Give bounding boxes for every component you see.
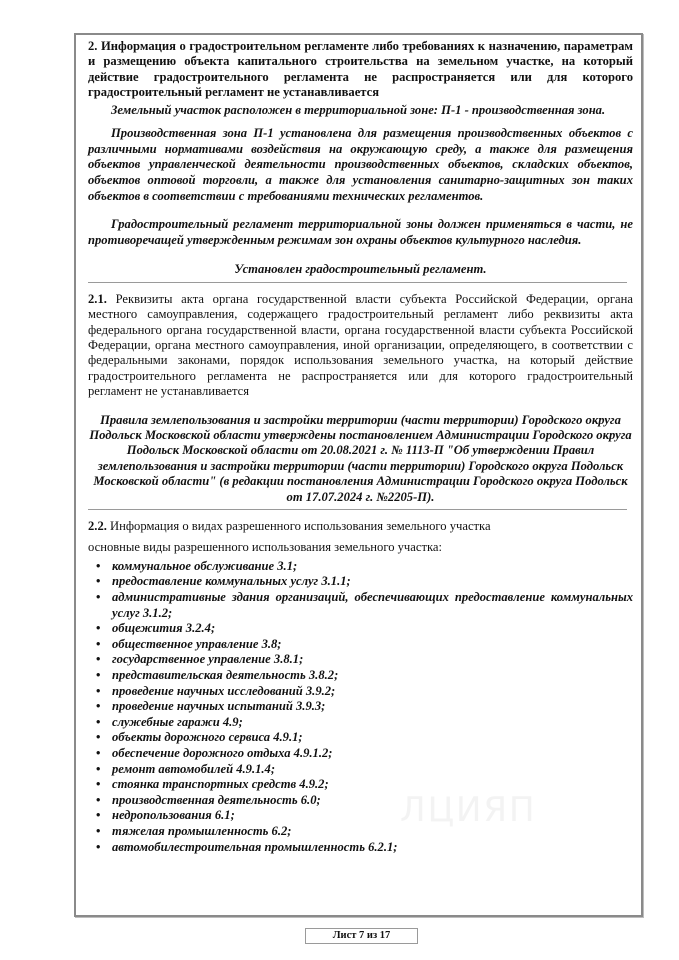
act-details: Правила землепользования и застройки территории (части территории) Городского округа Подольск Московской области утверждены постановлением Администрации Городского округа Подольск Московской области от 20.08.2021 г. № 1113-П "Об утверждении Правил землепользования и застройки территории (части территории) Городского округа Подольск Московской области" (в редакции постановления Администрации Городского округа Подольск от 17.07.2024 г. №2205-П).	[89, 412, 632, 504]
list-item: • стоянка транспортных средств 4.9.2;	[96, 777, 329, 792]
zone-statement: Земельный участок расположен в территориальной зоне: П-1 - производственная зона.	[111, 102, 606, 117]
bullet-icon: •	[96, 823, 101, 838]
list-item: • административные здания организаций, обеспечивающих предоставление коммунальных услуг 3.1.2;	[96, 590, 633, 620]
list-item: • ремонт автомобилей 4.9.1.4;	[96, 761, 276, 776]
bullet-icon: •	[96, 574, 101, 589]
section-2-1-number: 2.1.	[88, 291, 107, 306]
page-number-label: Лист 7 из 17	[305, 928, 418, 944]
list-item: • тяжелая промышленность 6.2;	[96, 823, 292, 838]
bullet-icon: •	[96, 714, 101, 729]
bullet-icon: •	[96, 558, 101, 573]
bullet-icon: •	[96, 808, 101, 823]
document-frame	[74, 33, 643, 917]
list-item: • автомобилестроительная промышленность 6.2.1;	[96, 839, 398, 854]
divider-1	[88, 282, 627, 283]
bullet-icon: •	[96, 652, 101, 667]
list-item: • коммунальное обслуживание 3.1;	[96, 558, 298, 573]
section-2-heading: 2. Информация о градостроительном регламенте либо требованиях к назначению, параметрам и размещению объекта капитального строительства на земельном участке, на который действие градостроительного регламента не распространяется или для которого градостроительный регламент не устанавливается	[88, 39, 633, 100]
bullet-icon: •	[96, 777, 101, 792]
bullet-icon: •	[96, 668, 101, 683]
bullet-icon: •	[96, 839, 101, 854]
list-item: • проведение научных испытаний 3.9.3;	[96, 699, 326, 714]
section-2-2-text: Информация о видах разрешенного использования земельного участка	[110, 519, 491, 534]
list-item: • служебные гаражи 4.9;	[96, 714, 243, 729]
section-2-2-paragraph	[88, 519, 633, 534]
main-uses-label: основные виды разрешенного использования земельного участка:	[88, 540, 442, 555]
main-uses-list	[88, 559, 633, 855]
divider-2	[88, 509, 627, 510]
cultural-heritage-note: Градостроительный регламент территориальной зоны должен применяться в части, не противоречащей утвержденным режимам зон охраны объектов культурного наследия.	[88, 217, 633, 247]
section-2-2-number: 2.2.	[88, 519, 107, 534]
bullet-icon: •	[96, 699, 101, 714]
list-item: • производственная деятельность 6.0;	[96, 792, 321, 807]
bullet-icon: •	[96, 636, 101, 651]
list-item: • представительская деятельность 3.8.2;	[96, 668, 339, 683]
bullet-icon: •	[96, 683, 101, 698]
section-2-1-paragraph	[88, 292, 633, 400]
bullet-icon: •	[96, 590, 101, 605]
bullet-icon: •	[96, 792, 101, 807]
list-item: • недропользования 6.1;	[96, 808, 235, 823]
bullet-icon: •	[96, 621, 101, 636]
list-item: • общественное управление 3.8;	[96, 636, 282, 651]
list-item: • государственное управление 3.8.1;	[96, 652, 304, 667]
list-item: • предоставление коммунальных услуг 3.1.1;	[96, 574, 351, 589]
watermark-icon: ЛЦИЯП	[400, 790, 537, 830]
regulation-status: Установлен градостроительный регламент.	[234, 262, 487, 277]
list-item: • объекты дорожного сервиса 4.9.1;	[96, 730, 303, 745]
document-content	[88, 39, 633, 855]
list-item: • проведение научных исследований 3.9.2;	[96, 683, 336, 698]
list-item: • общежития 3.2.4;	[96, 621, 216, 636]
section-2-1-text: Реквизиты акта органа государственной власти субъекта Российской Федерации, органа местного самоуправления, содержащего градостроительный регламент либо реквизиты акта федерального органа государственной власти, органа государственной власти субъекта Российской Федерации, органа местного самоуправления, иной организации, определяющего, в соответствии с федеральными законами, порядок использования земельного участка, на который действие градостроительного регламента не распространяется или для которого градостроительный регламент не устанавливается	[88, 291, 633, 399]
list-item: • обеспечение дорожного отдыха 4.9.1.2;	[96, 746, 333, 760]
zone-description: Производственная зона П-1 установлена для размещения производственных объектов с различными нормативами воздействия на окружающую среду, а также для размещения объектов управленческой деятельности производственных объектов, складских объектов, объектов оптовой торговли, а также для установления санитарно-защитных зон таких объектов в соответствии с требованиями технических регламентов.	[88, 126, 633, 203]
bullet-icon: •	[96, 730, 101, 745]
bullet-icon: •	[96, 761, 101, 776]
bullet-icon: •	[96, 746, 101, 760]
